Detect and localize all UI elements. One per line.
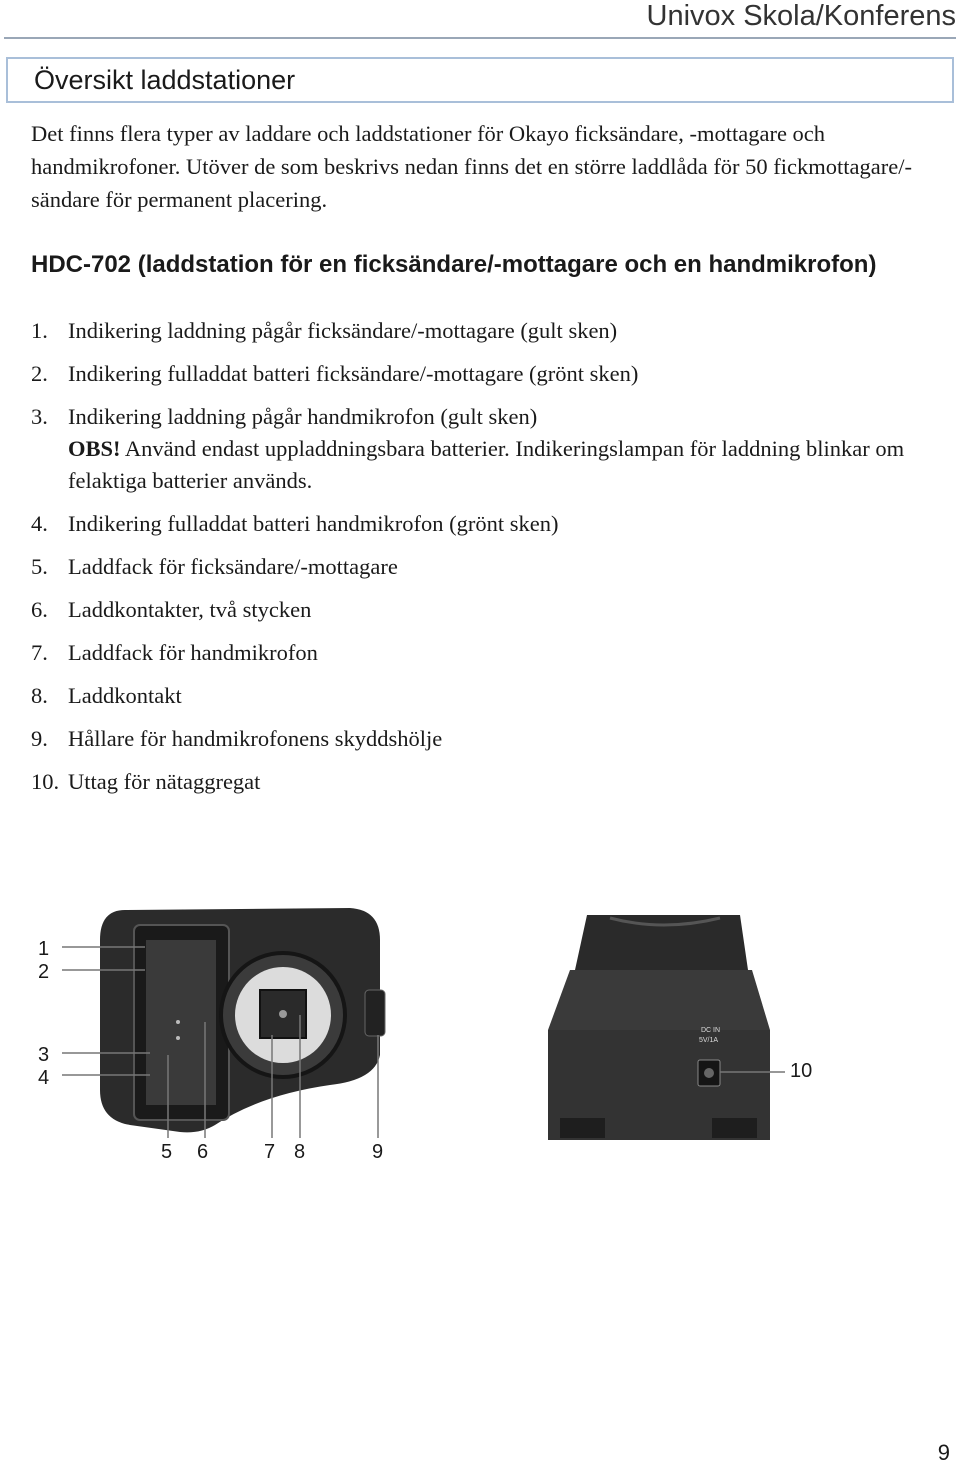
warning-label: OBS!: [68, 436, 121, 461]
list-text: Laddkontakt: [68, 683, 182, 708]
list-item: [31, 637, 936, 669]
callout-7: 7: [264, 1141, 276, 1163]
list-item: [31, 723, 936, 755]
callout-9: 9: [372, 1141, 384, 1163]
list-number: 7.: [31, 640, 48, 665]
list-text: Laddkontakter, två stycken: [68, 597, 312, 622]
section-title: Översikt laddstationer: [34, 65, 296, 95]
intro-paragraph: Det finns flera typer av laddare och laddstationer för Okayo ficksändare, -mottagare och handmikrofoner. Utöver de som beskrivs nedan finns det en större laddlåda för 50 fickmottagare/-sändare för permanent placering.: [31, 121, 912, 212]
list-number: 1.: [31, 318, 48, 343]
list-number: 5.: [31, 554, 48, 579]
section-title-box: [6, 57, 954, 103]
list-number: 8.: [31, 683, 48, 708]
callout-5: 5: [161, 1141, 173, 1163]
list-number: 3.: [31, 404, 48, 429]
list-number: 2.: [31, 361, 48, 386]
list-item: [31, 680, 936, 712]
charger-top-view: [62, 908, 385, 1138]
list-item: [31, 315, 936, 347]
list-item: [31, 401, 936, 497]
list-text: Indikering laddning pågår handmikrofon (gult sken): [68, 404, 538, 429]
callout-4: 4: [38, 1067, 50, 1089]
list-number: 4.: [31, 511, 48, 536]
callout-1: 1: [38, 938, 50, 960]
dc-voltage-label: 5V/1A: [699, 1037, 719, 1044]
callout-3: 3: [38, 1044, 50, 1066]
list-text: Indikering fulladdat batteri ficksändare/-mottagare (grönt sken): [68, 361, 639, 386]
list-text: Hållare för handmikrofonens skyddshölje: [68, 726, 443, 751]
list-item: [31, 508, 936, 540]
list-item: [31, 358, 936, 390]
callout-6: 6: [197, 1141, 209, 1163]
header-rule: [4, 37, 956, 39]
list-number: 9.: [31, 726, 48, 751]
list-item: [31, 594, 936, 626]
list-text: Laddfack för handmikrofon: [68, 640, 318, 665]
charger-rear-view: [548, 915, 785, 1140]
dc-in-label: DC IN: [701, 1027, 721, 1034]
list-text: Indikering fulladdat batteri handmikrofon (grönt sken): [68, 511, 559, 536]
list-text: Indikering laddning pågår ficksändare/-mottagare (gult sken): [68, 318, 618, 343]
header-brand: Univox Skola/Konferens: [646, 0, 956, 32]
callout-10: 10: [790, 1060, 813, 1082]
page-number: 9: [937, 1440, 950, 1465]
list-number: 6.: [31, 597, 48, 622]
warning-note: [68, 433, 936, 497]
callout-8: 8: [294, 1141, 306, 1163]
warning-text: Använd endast uppladdningsbara batterier. Indikeringslampan för laddning blinkar om felaktiga batterier används.: [68, 436, 905, 493]
list-text: Uttag för nätaggregat: [68, 769, 261, 794]
list-number: 10.: [31, 769, 60, 794]
charger-figure: [0, 880, 960, 1180]
list-item: [31, 551, 936, 583]
callout-2: 2: [38, 961, 50, 983]
list-text: Laddfack för ficksändare/-mottagare: [68, 554, 398, 579]
list-item: [31, 766, 936, 798]
product-subheading: HDC-702 (laddstation för en ficksändare/-mottagare och en handmikrofon): [31, 251, 877, 278]
feature-list: [31, 315, 936, 809]
